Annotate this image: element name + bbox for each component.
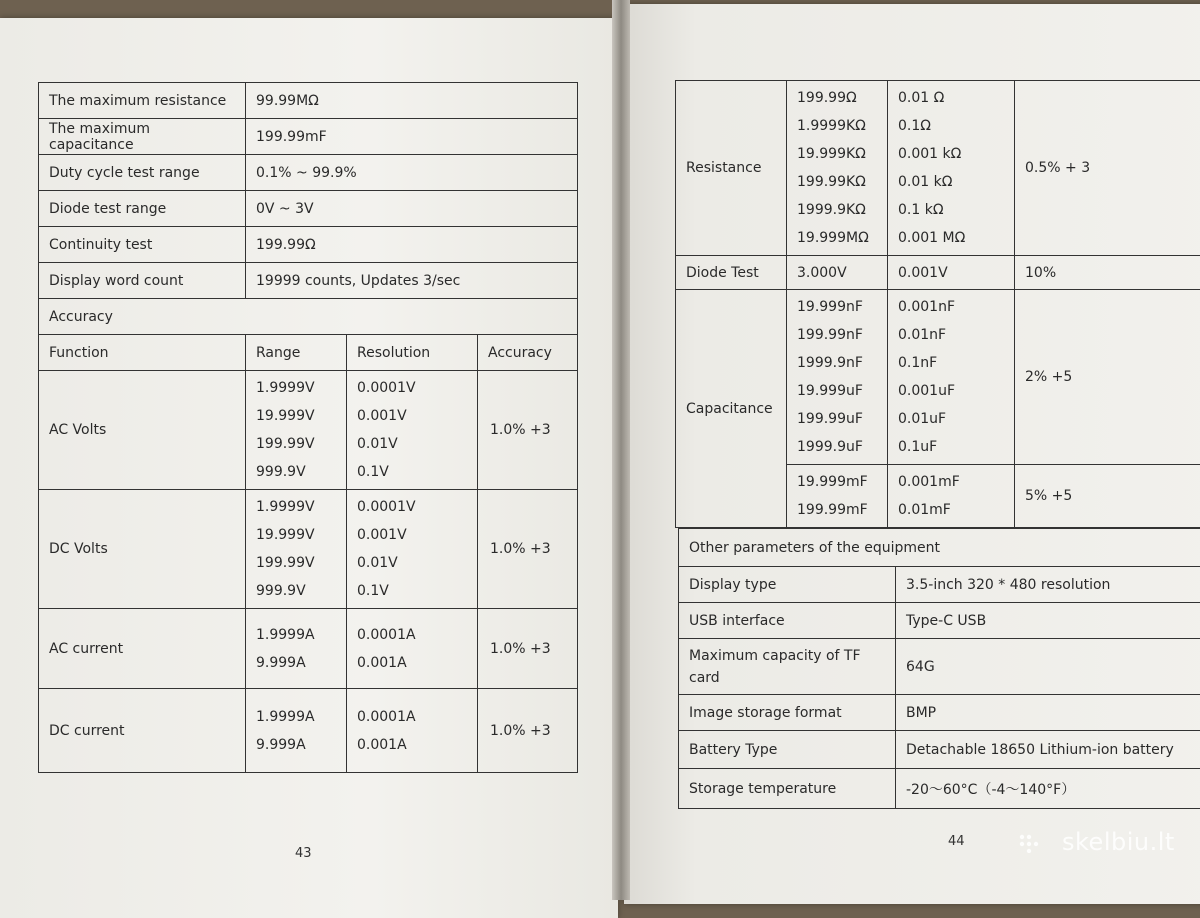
param-value: 64G <box>896 639 1200 695</box>
watermark-text: skelbiu.lt <box>1062 828 1175 856</box>
header-accuracy: Accuracy <box>478 335 578 371</box>
range-value: 9.999A <box>256 649 336 677</box>
resolution-value: 0.01V <box>357 549 467 577</box>
spec-label: The maximum capacitance <box>39 119 246 155</box>
range-value: 199.99mF <box>797 496 877 524</box>
accuracy-value: 5% +5 <box>1025 488 1072 504</box>
resolution-cell <box>347 490 478 609</box>
resolution-value: 0.001 kΩ <box>898 140 1004 168</box>
param-label: Battery Type <box>679 731 896 769</box>
resolution-value: 0.001mF <box>898 468 1004 496</box>
range-value: 199.99V <box>256 430 336 458</box>
accuracy-value: 1.0% +3 <box>490 422 551 438</box>
accuracy-title-row <box>39 299 578 335</box>
range-cell <box>246 371 347 490</box>
range-value: 1.9999A <box>256 703 336 731</box>
range-value: 19.999KΩ <box>797 140 877 168</box>
accuracy-cell <box>1015 465 1200 528</box>
range-value: 1999.9nF <box>797 349 877 377</box>
range-value: 1.9999A <box>256 621 336 649</box>
resolution-value: 0.1 kΩ <box>898 196 1004 224</box>
watermark-logo-icon <box>1018 833 1048 853</box>
accuracy-value: 0.5% + 3 <box>1025 160 1090 176</box>
table-row <box>676 290 1200 465</box>
range-cell <box>246 689 347 773</box>
range-value: 19.999V <box>256 402 336 430</box>
resolution-cell <box>347 609 478 689</box>
param-value: BMP <box>896 695 1200 731</box>
range-value: 19.999MΩ <box>797 224 877 252</box>
spec-value: 19999 counts, Updates 3/sec <box>246 263 578 299</box>
resolution-value: 0.001 MΩ <box>898 224 1004 252</box>
param-row <box>679 639 1200 695</box>
param-row <box>679 695 1200 731</box>
other-title-row <box>679 529 1200 567</box>
spec-row <box>39 83 578 119</box>
resolution-value: 0.001A <box>357 649 467 677</box>
spec-label: Continuity test <box>39 227 246 263</box>
range-value: 199.99uF <box>797 405 877 433</box>
accuracy-cell <box>478 490 578 609</box>
range-cell <box>787 290 888 465</box>
range-value: 199.99KΩ <box>797 168 877 196</box>
spec-label: Diode test range <box>39 191 246 227</box>
function-cell: Capacitance <box>676 290 787 528</box>
resolution-cell <box>347 689 478 773</box>
spec-value: 99.99MΩ <box>246 83 578 119</box>
resolution-value: 0.01 Ω <box>898 84 1004 112</box>
page-number-right: 44 <box>948 834 965 849</box>
param-label: USB interface <box>679 603 896 639</box>
range-value: 199.99V <box>256 549 336 577</box>
resolution-value: 0.0001A <box>357 703 467 731</box>
resolution-value: 0.1V <box>357 458 467 486</box>
header-range: Range <box>246 335 347 371</box>
resolution-value: 0.01V <box>357 430 467 458</box>
range-value: 1.9999V <box>256 493 336 521</box>
param-label: Display type <box>679 567 896 603</box>
range-value: 199.99Ω <box>797 84 877 112</box>
param-value: Detachable 18650 Lithium-ion battery <box>896 731 1200 769</box>
range-cell <box>787 81 888 256</box>
range-value: 19.999mF <box>797 468 877 496</box>
param-row <box>679 769 1200 809</box>
resolution-cell <box>888 81 1015 256</box>
accuracy-value: 1.0% +3 <box>490 641 551 657</box>
param-label: Storage temperature <box>679 769 896 809</box>
table-row <box>39 609 578 689</box>
accuracy-cell <box>478 689 578 773</box>
accuracy-cell <box>1015 290 1200 465</box>
range-cell: 3.000V <box>787 256 888 290</box>
range-cell <box>787 465 888 528</box>
spec-row <box>39 263 578 299</box>
resolution-value: 0.001A <box>357 731 467 759</box>
range-value: 19.999nF <box>797 293 877 321</box>
resolution-value: 0.0001V <box>357 493 467 521</box>
spec-label: Display word count <box>39 263 246 299</box>
function-cell: AC Volts <box>39 371 246 490</box>
resolution-value: 0.1nF <box>898 349 1004 377</box>
table-row <box>676 81 1200 256</box>
spec-value: 0V ~ 3V <box>246 191 578 227</box>
range-value: 199.99nF <box>797 321 877 349</box>
spec-label: Duty cycle test range <box>39 155 246 191</box>
spec-row <box>39 227 578 263</box>
accuracy-cell <box>478 609 578 689</box>
accuracy-cell <box>1015 81 1200 256</box>
spec-value: 199.99mF <box>246 119 578 155</box>
param-value: Type-C USB <box>896 603 1200 639</box>
accuracy-table-continued <box>675 80 1200 528</box>
resolution-cell <box>347 371 478 490</box>
function-cell: Resistance <box>676 81 787 256</box>
param-value: -20～60°C（-4～140°F） <box>896 769 1200 809</box>
function-cell: DC Volts <box>39 490 246 609</box>
spec-row <box>39 155 578 191</box>
book-gutter <box>612 0 630 900</box>
accuracy-cell: 10% <box>1015 256 1200 290</box>
range-cell <box>246 490 347 609</box>
resolution-value: 0.1uF <box>898 433 1004 461</box>
range-value: 9.999A <box>256 731 336 759</box>
function-cell: Diode Test <box>676 256 787 290</box>
resolution-value: 0.01mF <box>898 496 1004 524</box>
table-row <box>676 256 1200 290</box>
param-row <box>679 603 1200 639</box>
header-resolution: Resolution <box>347 335 478 371</box>
resolution-value: 0.1V <box>357 577 467 605</box>
function-cell: DC current <box>39 689 246 773</box>
resolution-value: 0.01 kΩ <box>898 168 1004 196</box>
param-label: Maximum capacity of TF card <box>679 639 896 695</box>
spec-value: 0.1% ~ 99.9% <box>246 155 578 191</box>
accuracy-value: 1.0% +3 <box>490 541 551 557</box>
resolution-value: 0.1Ω <box>898 112 1004 140</box>
resolution-value: 0.001V <box>357 521 467 549</box>
param-row <box>679 731 1200 769</box>
table-row <box>39 371 578 490</box>
resolution-value: 0.01nF <box>898 321 1004 349</box>
accuracy-value: 2% +5 <box>1025 369 1072 385</box>
range-value: 999.9V <box>256 458 336 486</box>
specifications-table <box>38 82 578 773</box>
range-value: 1999.9uF <box>797 433 877 461</box>
resolution-cell <box>888 465 1015 528</box>
spec-row <box>39 119 578 155</box>
range-value: 1999.9KΩ <box>797 196 877 224</box>
range-cell <box>246 609 347 689</box>
table-row <box>39 490 578 609</box>
accuracy-header-row <box>39 335 578 371</box>
other-title: Other parameters of the equipment <box>679 529 1200 567</box>
param-label: Image storage format <box>679 695 896 731</box>
function-cell: AC current <box>39 609 246 689</box>
resolution-value: 0.001V <box>357 402 467 430</box>
accuracy-value: 1.0% +3 <box>490 723 551 739</box>
other-parameters-table <box>678 528 1200 809</box>
resolution-value: 0.0001V <box>357 374 467 402</box>
accuracy-title: Accuracy <box>39 299 578 335</box>
spec-row <box>39 191 578 227</box>
accuracy-cell <box>478 371 578 490</box>
range-value: 19.999V <box>256 521 336 549</box>
page-number-left: 43 <box>295 846 312 861</box>
param-row <box>679 567 1200 603</box>
resolution-value: 0.01uF <box>898 405 1004 433</box>
resolution-value: 0.001uF <box>898 377 1004 405</box>
resolution-value: 0.0001A <box>357 621 467 649</box>
spec-value: 199.99Ω <box>246 227 578 263</box>
resolution-cell <box>888 290 1015 465</box>
range-value: 1.9999KΩ <box>797 112 877 140</box>
resolution-cell: 0.001V <box>888 256 1015 290</box>
param-value: 3.5-inch 320 * 480 resolution <box>896 567 1200 603</box>
table-row <box>39 689 578 773</box>
range-value: 1.9999V <box>256 374 336 402</box>
header-function: Function <box>39 335 246 371</box>
spec-label: The maximum resistance <box>39 83 246 119</box>
resolution-value: 0.001nF <box>898 293 1004 321</box>
range-value: 999.9V <box>256 577 336 605</box>
range-value: 19.999uF <box>797 377 877 405</box>
